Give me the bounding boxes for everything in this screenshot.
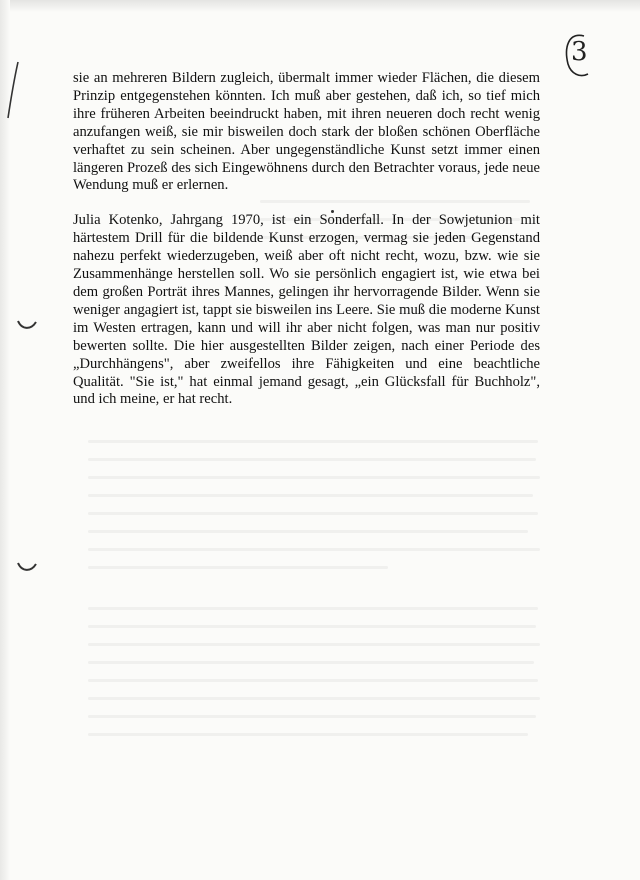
punch-hole-mark-lower (16, 560, 38, 574)
handwritten-page-number (562, 30, 590, 80)
page-top-edge (0, 0, 640, 12)
page-number-text: 3 (571, 37, 588, 67)
body-text (73, 70, 540, 409)
punch-hole-mark-upper (16, 318, 38, 332)
margin-stroke-mark (6, 60, 20, 120)
paragraph-2: Julia Kotenko, Jahrgang 1970, ist ein Sonderfall. In der Sowjetunion mit härtestem Drill für die bildende Kunst erzogen, vermag sie jeden Gegenstand nahezu perfekt wiederzugeben, weiß aber oft nicht recht, wozu, bzw. wie sie Zusammenhänge herstellen soll. Wo sie persönlich engagiert ist, wie etwa bei dem großen Porträt ihres Mannes, gelingen ihr hervorragende Bilder. Wenn sie weniger angagiert ist, tappt sie bisweilen ins Leere. Sie muß die moderne Kunst im Westen ertragen, kann und will ihr aber nicht folgen, was man nur positiv bewerten sollte. Die hier ausgestellten Bilder zeigen, nach einer Periode des „Durchhängens", aber zweifellos ihre Fähigkeiten und eine beachtliche Qualität. "Sie ist," hat einmal jemand gesagt, „ein Glücksfall für Buchholz", und ich meine, er hat recht. (73, 212, 540, 408)
paragraph-1: sie an mehreren Bildern zugleich, übermalt immer wieder Flächen, die diesem Prinzip entgegenstehen könnten. Ich muß aber gestehen, daß ich, so tief mich ihre früheren Arbeiten beeindruckt haben, mit ihren neueren doch recht wenig anzufangen weiß, sie mir bisweilen doch stark der bloßen schönen Oberfläche verhaftet zu sein scheinen. Aber ungegenständliche Kunst setzt immer einen längeren Prozeß des sich Eingewöhnens durch den Betrachter voraus, jede neue Wendung muß er erlernen. (73, 70, 540, 194)
bleed-through-lower (88, 440, 543, 751)
page-left-shadow (0, 0, 10, 880)
